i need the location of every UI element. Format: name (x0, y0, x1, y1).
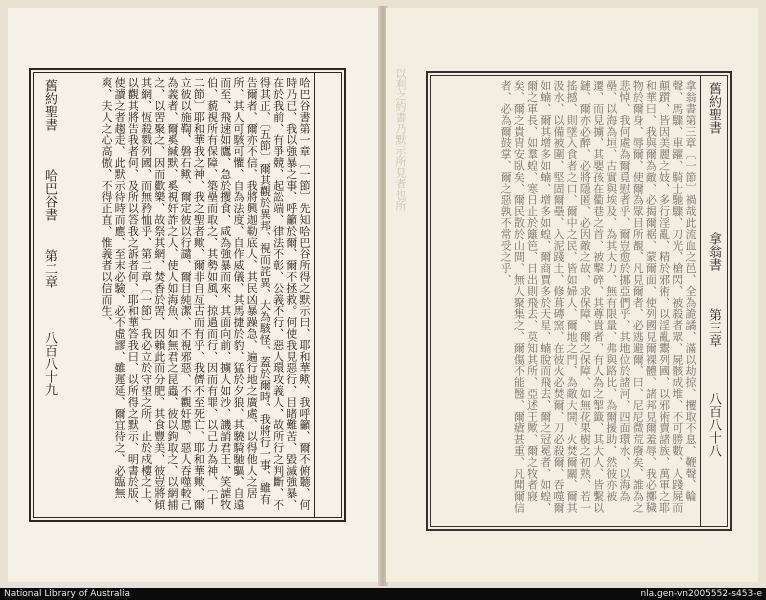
left-book-title: 舊約聖書 (42, 79, 57, 131)
right-frame-inner (430, 75, 728, 527)
footer-record-id: nla.gen-vn2005552-s453-e (640, 589, 762, 599)
left-frame-inner (33, 72, 342, 518)
left-page-frame (29, 68, 346, 522)
right-page-frame (426, 71, 732, 531)
right-margin-rule (700, 76, 701, 526)
right-page-number: 八百八十八 (706, 392, 721, 457)
left-chapter: 第二章 (42, 249, 57, 288)
left-page (8, 8, 381, 582)
left-book-name: 哈巴谷書 (42, 169, 57, 221)
left-body-text: 哈巴谷書第一章〔一節〕先知哈巴谷所得之默示曰、耶和華歟、我呼籲、爾不俯聽、何時乃已、我以強暴之事、呼籲於爾、爾不拯救。何使我見惡行、目睹難苦、毀滅強暴、在於我前、有爭競、起訟端、律法不彰、公義不行、惡人環攻義人、故所行之判斷、不得其正、〔五節〕爾其觀於異邦、視而詫異、大為駭怪、蓋於爾時、我將行一事、雖有告爾者、爾亦不信、我將興迦勒底人、其民凶暴躁急、遍行地之廣處、以得他人之居所、其人可駭可懼、自為法度、自作威儀、其馬捷於豹、猛於夕狼、其驍騎馳驅、自遠而至、飛速如鷹、急於攫食、咸為強暴而來、其面向前、擄人如沙、譏誚君王、笑謔牧伯、藐視所有保障、築壘而取之、其勢如風、掠過而行、因而有罪、以己力為神、〔十二節〕耶和華我之神、我之聖者歟、爾非自亙古而有乎、我儕不至死亡、耶和華歟、爾立彼以施鞫、磐石歟、爾定彼以行譴、爾目純潔、不視邪惡、不觀奸慝、惡人吞噬較己為義者、爾奚緘默、奚視奸詐之人、使人如海魚、如無君之昆蟲、彼以鉤取之、以網捕之、以罟聚之、因而歡樂、故祭其網、焚香於罟、因賴此而分肥、其食豐美、彼豈將傾其網、恆殺戮列國、而無矜恤乎、第二章〔一節〕我必立於守望之所、止於戍樓之上、以觀其將告我者何、及所以答我之訴者何、耶和華答我曰、以所得之默示、明書於版、使讀之者趨走、此默示待時而應、至末必驗、必不虛謬、雖遲延、爾宜待之、必臨無爽、夫人之心高傲、不得正直、惟義者以信而生、 (99, 77, 311, 511)
right-book-name: 拿翁書 (706, 232, 721, 271)
footer-bar (0, 588, 766, 600)
right-chapter: 第三章 (706, 308, 721, 347)
footer-library-name: National Library of Australia (4, 589, 131, 599)
right-margin-bleed-text: 以利之約書乃默示所見者也所 (394, 68, 407, 211)
right-page (386, 8, 758, 582)
left-margin-rule (314, 73, 315, 517)
right-book-title: 舊約聖書 (706, 82, 721, 134)
right-body-text: 拿翁書第三章〔一節〕禍哉此流血之邑、全為詭譎、滿以劫掠、攫取不息、鞭聲、輪聲、馬驟、車躍、騎士馳驟、刀光、槍閃、被殺者眾、屍骸成堆、不可勝數、人踐屍而顛躓、皆因美麗之妓、多行淫亂、精於邪術、以淫亂鬻列國、以邪術賣諸族、萬軍之耶和華曰、我與爾為敵、必揭爾裾、蒙爾面、使列國見爾裸體、諸邦見爾羞辱、我必擲穢物於爾身、辱爾、使爾為眾目所覩、凡見爾者、必逃避爾、曰、尼尼微荒廢矣、誰為之悲悼、我何處為爾覓慰者乎、爾豈愈於挪亞們乎、其地位於諸河、四面環水、以海為壘、以海為垣、古實與埃及、為其大力、無有限量、弗與路比、為爾援助、然彼亦被遷、而見擄、其嬰孩在衢巷之首、被擊碎、其尊貴者、有人為之掣籤、其大人、皆繫以鏈、爾亦必醉、必將隱匿、必因敵之故、求保障、爾之保障、如無花果樹之初熟、若一搖撼、則墜入食者之口、爾中之民、皆如婦人、爾地之門、為敵大開、火焚爾關、爾其汲水、以備被圍、堅固爾壘、入泥踐土、修葺磚窯、在彼火必焚爾、刀必殺爾、吞噬爾如蝻、爾其增多如蝻、增多如蝗、爾商賈多於天星、蝻脫而飛去、爾之冠冕者、如蝗、爾之軍長、如羣蝗、寒日止於籬笆、日出則飛去、莫知其所、亞述王歟、爾之牧者寢矣、爾之貴胄安臥矣、爾民散於山間、無人聚集之、爾傷不能醫、爾瘡甚重、凡聞爾信者、必為爾鼓掌、爾之惡孰不常受之乎、 (499, 80, 697, 514)
left-page-number: 八百八十九 (42, 331, 57, 396)
